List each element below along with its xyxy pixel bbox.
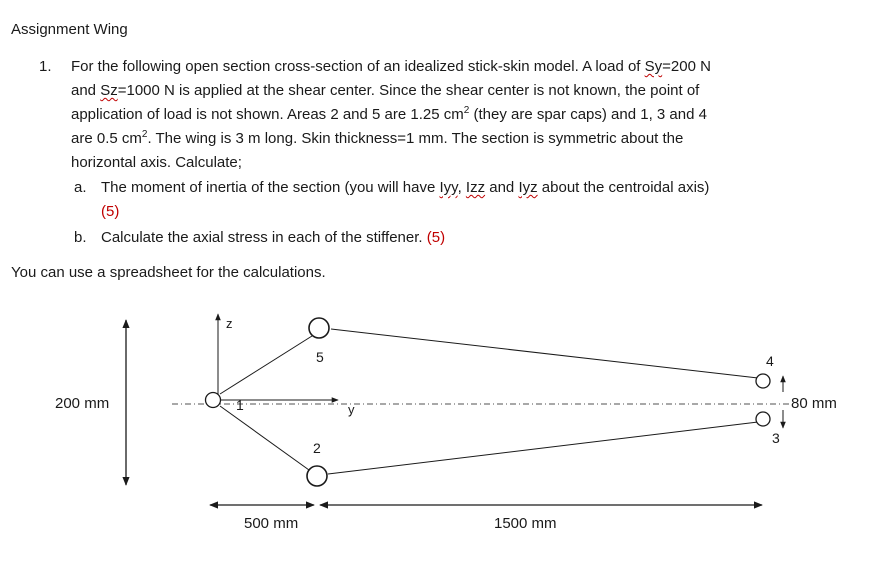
question-line-2: and Sz=1000 N is applied at the shear center. Since the shear center is not known, the point of [71, 82, 700, 99]
right-width-label: 1500 mm [494, 515, 557, 532]
height-label: 200 mm [55, 395, 110, 412]
question-line-5: horizontal axis. Calculate; [71, 154, 242, 171]
node-5-label: 5 [316, 349, 324, 365]
part-b-letter: b. [74, 229, 87, 246]
spreadsheet-note: You can use a spreadsheet for the calculations. [11, 264, 326, 281]
skin-1-2 [220, 406, 309, 470]
y-axis-label: y [348, 402, 355, 417]
node-3-label: 3 [772, 430, 780, 446]
page-title: Assignment Wing [11, 21, 128, 38]
part-b-text: Calculate the axial stress in each of the stiffener. (5) [101, 229, 446, 246]
part-a-marks: (5) [101, 203, 120, 220]
z-axis-label: z [226, 316, 233, 331]
part-a-text: The moment of inertia of the section (you will have Iyy, Izz and Iyz about the centroidal axis) [101, 179, 710, 196]
stiffener-4 [756, 374, 770, 388]
sy-symbol: Sy [644, 58, 663, 75]
part-a-letter: a. [74, 179, 87, 196]
skin-5-4 [331, 329, 758, 378]
stiffener-3 [756, 412, 770, 426]
stiffener-5 [309, 318, 329, 338]
question-line-4: are 0.5 $cm^2$. The wing is 3 m long. Skin thickness=1 mm. The section is symmetric about the [71, 129, 684, 147]
gap-label: 80 mm [791, 395, 837, 412]
question-number: 1. [39, 58, 52, 75]
question-line-1: For the following open section cross-section of an idealized stick-skin model. A load of Sy=200 N [71, 58, 711, 75]
left-width-label: 500 mm [244, 515, 299, 532]
sz-symbol: Sz [100, 82, 118, 99]
question-line-3: application of load is not shown. Areas 2 and 5 are 1.25 $cm^2$ (they are spar caps) and 1, 3 and 4 [71, 105, 707, 123]
skin-2-3 [328, 422, 758, 474]
node-4-label: 4 [766, 353, 774, 369]
node-2-label: 2 [313, 440, 321, 456]
skin-1-5 [220, 336, 312, 394]
node-1-label: 1 [236, 397, 244, 413]
stiffener-1 [206, 393, 221, 408]
stiffener-2 [307, 466, 327, 486]
